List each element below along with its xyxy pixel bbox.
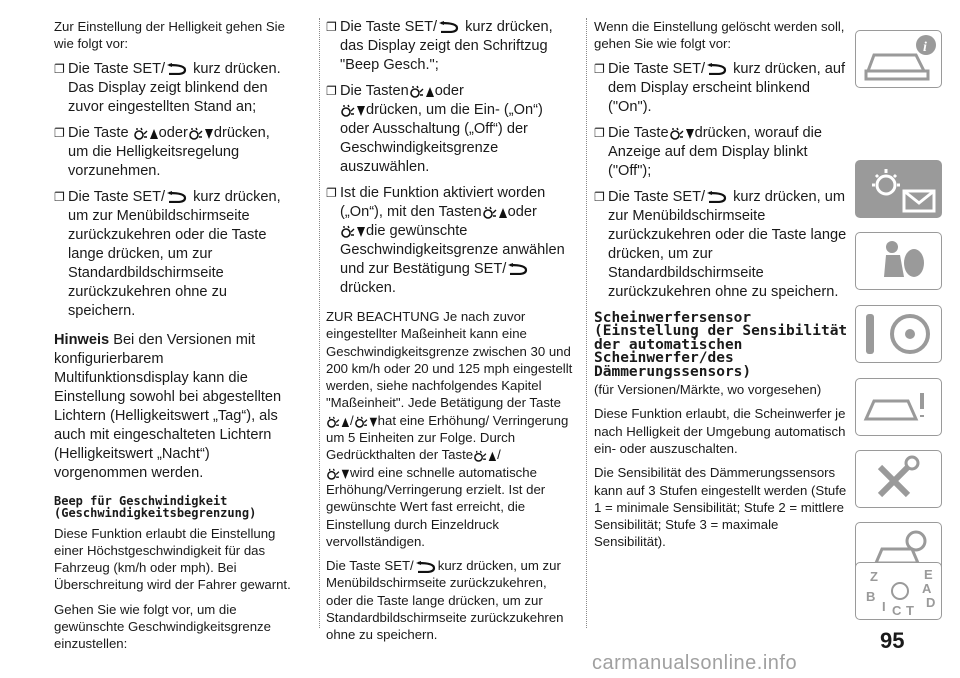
column-1	[54, 18, 294, 660]
list-item-text: Die Taste SET/	[608, 188, 706, 205]
column-separator	[586, 18, 588, 628]
airbag-safety-icon[interactable]	[855, 232, 942, 290]
svg-text:Z: Z	[870, 569, 878, 584]
svg-text:E: E	[924, 567, 933, 582]
list-item-text: kurz drücken, um zur Menübildschirmseite zurückzukehren oder die Taste lange drücken, um zur Standardbildschirmseite zurückzukehren ohne zu speichern.	[608, 188, 847, 300]
list-item	[54, 188, 294, 321]
svg-text:D: D	[926, 595, 936, 610]
checkbox-bullet: ❐	[326, 186, 337, 200]
svg-text:A: A	[922, 581, 932, 596]
column-2	[326, 18, 574, 651]
list-item-text: drücken.	[340, 280, 396, 296]
section-heading: Scheinwerfersensor (Einstellung der Sensibilität der automatischen Scheinwerfer/des Dämmerungssensors)	[594, 309, 848, 380]
list-item	[326, 82, 574, 177]
paragraph: Gehen Sie wie folgt vor, um die gewünschte Geschwindigkeitsgrenze einzustellen:	[54, 601, 271, 652]
brightness-up-icon	[473, 448, 497, 463]
arrow-back-icon	[705, 191, 729, 203]
list-item-text: drücken, um die Ein- („On“) oder Ausschaltung („Off“) der Geschwindigkeitsgrenze auszuwählen.	[340, 102, 543, 175]
arrow-back-icon	[506, 263, 530, 275]
list-item-text: Die Taste SET/	[68, 188, 166, 205]
list-item-text: Die Taste SET/	[608, 60, 706, 77]
list-item-text: Die Taste SET/	[68, 60, 166, 77]
checkbox-bullet: ❐	[54, 189, 65, 204]
brightness-down-icon	[188, 125, 214, 141]
checkbox-bullet: ❐	[54, 125, 65, 140]
arrow-back-icon	[437, 21, 461, 33]
list-item-text: kurz drücken. Das Display zeigt blinkend den zuvor eingestellten Stand an;	[68, 60, 281, 115]
section-heading: Beep für Geschwindigkeit (Geschwindigkeitsbegrenzung)	[54, 493, 257, 520]
hinweis-text: Bei den Versionen mit konfigurierbarem Multifunktionsdisplay kann die Einstellung sowohl bei abgestellten Lichtern (Helligkeitswert „Tag“), als auch mit eingeschalteten Lichtern (Helligkeitswert „Nacht“) vorgenommen werden.	[54, 331, 282, 481]
brightness-down-icon	[340, 223, 366, 239]
list-item-text: drücken, um die Helligkeitsregelung vorzunehmen.	[68, 124, 270, 179]
list-item	[326, 18, 574, 75]
warning-lights-icon[interactable]	[855, 160, 942, 218]
arrow-back-icon	[705, 63, 729, 75]
list-item-text: Die Taste	[608, 124, 669, 141]
page-number: 95	[880, 628, 905, 653]
brightness-up-icon	[482, 204, 508, 220]
checkbox-bullet: ❐	[326, 84, 337, 98]
list-item-text: kurz drücken, auf dem Display erscheint blinkend ("On").	[608, 60, 846, 115]
list-item	[326, 184, 574, 298]
brightness-down-icon	[340, 102, 366, 118]
checkbox-bullet: ❐	[594, 125, 605, 140]
list-item-text: drücken, worauf die Anzeige auf dem Display blinkt ("Off");	[608, 124, 822, 179]
list-item-text: kurz drücken, um zur Menübildschirmseite zurückzukehren oder die Taste lange drücken, um zur Standardbildschirmseite zurückzukehren ohne zu speichern.	[68, 188, 281, 319]
list-item	[594, 60, 848, 117]
checkbox-bullet: ❐	[594, 61, 605, 76]
paragraph-text: kurz drücken, um zur Menübildschirmseite zurückzukehren, oder die Taste lange drücken, um zur Standardbildschirmseite zurückzukehren ohne zu speichern.	[326, 558, 564, 643]
note-text: /	[497, 447, 501, 463]
intro-text: Zur Einstellung der Helligkeit gehen Sie wie folgt vor:	[54, 19, 285, 52]
watermark: carmanualsonline.info	[592, 652, 798, 674]
steering-key-icon[interactable]	[855, 305, 942, 363]
intro-text: Wenn die Einstellung gelöscht werden soll, gehen Sie wie folgt vor:	[594, 19, 845, 52]
list-item-text: oder	[158, 124, 188, 141]
checkbox-bullet: ❐	[54, 61, 65, 76]
list-item-text: Die Tasten	[340, 83, 409, 99]
svg-text:C: C	[892, 603, 902, 618]
svg-text:i: i	[923, 40, 927, 55]
paragraph: Die Sensibilität des Dämmerungssensors kann auf 3 Stufen eingestellt werden (Stufe 1 = minimale Sensibilität; Stufe 2 = mittlere Sensibilität; Stufe 3 = maximale Sensibilität).	[594, 465, 847, 550]
svg-text:I: I	[882, 599, 886, 614]
brightness-down-icon	[326, 466, 350, 481]
brightness-down-icon	[669, 125, 695, 141]
breakdown-icon[interactable]	[855, 378, 942, 436]
list-item-text: Ist die Funktion aktiviert worden („On“), mit den Tasten	[340, 185, 546, 220]
column-3	[594, 18, 848, 558]
list-item-text: kurz drücken, das Display zeigt den Schriftzug "Beep Gesch.";	[340, 19, 553, 73]
list-item-text: oder	[434, 83, 464, 99]
svg-text:B: B	[866, 589, 876, 604]
note-paragraph	[326, 308, 574, 550]
maintenance-icon[interactable]	[855, 450, 942, 508]
list-item-text: oder	[507, 204, 537, 220]
list-item	[54, 60, 294, 117]
paragraph: Diese Funktion erlaubt, die Scheinwerfer je nach Helligkeit der Umgebung automatisch ein- oder auszuschalten.	[594, 406, 846, 456]
list-item	[594, 188, 848, 302]
note-text: ZUR BEACHTUNG Je nach zuvor eingestellter Maßeinheit kann eine Geschwindigkeitsgrenze zwischen 30 und 200 km/h oder 20 und 125 mph eingestellt werden, siehe nachfolgendes Kapitel "Maßeinheit". Jede Betätigung der Taste	[326, 309, 573, 411]
brightness-up-icon	[133, 125, 159, 141]
hinweis-paragraph	[54, 331, 294, 483]
brightness-up-icon	[409, 83, 435, 99]
paragraph: Diese Funktion erlaubt die Einstellung einer Höchstgeschwindigkeit für das Fahrzeug (km/h oder mph). Bei Überschreitung wird der Fahrer gewarnt.	[54, 525, 291, 593]
arrow-back-icon	[165, 63, 189, 75]
note-text: hat eine Erhöhung/ Verringerung um 5 Einheiten zur Folge. Durch Gedrückthalten der Taste	[326, 412, 569, 463]
note-text: wird eine schnelle automatische Erhöhung/Verringerung erzielt. Ist der gewünschte Wert fast erreicht, die Einstellung durch Einzeldruck vervollständigen.	[326, 464, 546, 549]
column-separator	[319, 18, 321, 628]
list-item-text: Die Taste SET/	[340, 19, 438, 35]
paragraph-text: Die Taste SET/	[326, 558, 414, 574]
checkbox-bullet: ❐	[594, 189, 605, 204]
hinweis-label: Hinweis	[54, 331, 110, 348]
list-item-text: Die Taste	[68, 124, 133, 141]
index-icon[interactable]	[855, 562, 942, 620]
paragraph	[326, 557, 574, 643]
arrow-back-icon	[414, 561, 438, 573]
arrow-back-icon	[165, 191, 189, 203]
car-info-icon[interactable]	[855, 30, 942, 88]
note-text: /	[350, 412, 354, 428]
brightness-up-icon	[326, 414, 350, 429]
subheading: (für Versionen/Märkte, wo vorgesehen)	[594, 382, 822, 398]
brightness-down-icon	[354, 414, 378, 429]
list-item-text: die gewünschte Geschwindigkeitsgrenze anwählen und zur Bestätigung SET/	[340, 223, 565, 277]
checkbox-bullet: ❐	[326, 20, 337, 34]
list-item	[54, 124, 294, 181]
list-item	[594, 124, 848, 181]
svg-text:T: T	[906, 603, 914, 618]
